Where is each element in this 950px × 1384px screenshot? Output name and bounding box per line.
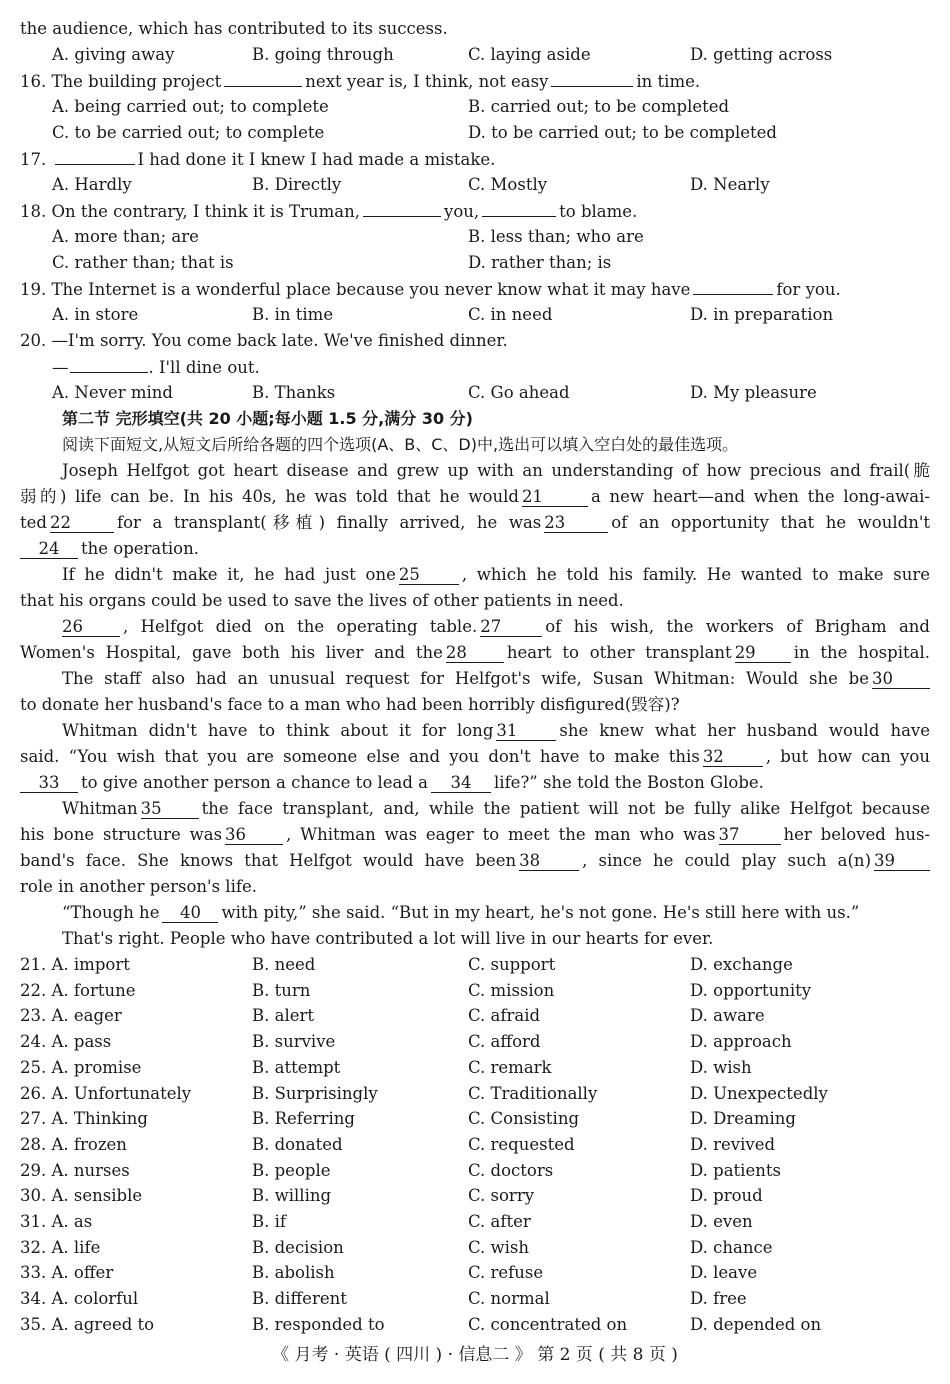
passage-text: her beloved hus- [783,825,930,844]
option-b: B. attempt [252,1058,341,1077]
option-a: A. import [51,955,130,974]
passage-text: to give another person a chance to lead a [81,773,429,792]
option-number: 35. [20,1315,47,1334]
option-c: C. doctors [468,1161,554,1180]
option-c: C. concentrated on [468,1315,628,1334]
section-instruction: 阅读下面短文,从短文后所给各题的四个选项(A、B、C、D)中,选出可以填入空白处的最佳选项。 [62,435,739,454]
passage-text: 弱的) life can be. In his 40s, he was told that he would [20,487,519,506]
option-b: B. donated [252,1135,343,1154]
cloze-option-row-21 [20,954,130,976]
option-d: D. depended on [690,1315,822,1334]
cloze-blank: 36 [225,826,283,845]
passage-line [62,616,930,638]
passage-line: that his organs could be used to save the lives of other patients in need. [20,591,624,610]
option-c: C. afford [468,1032,541,1051]
passage-text: , Whitman was eager to meet the man who was [286,825,716,844]
question-number: 16. [20,72,47,91]
passage-text: , Helfgot died on the operating table. [123,617,478,636]
passage-text: “Though he [62,903,160,922]
question-text: The Internet is a wonderful place because you never know what it may have [51,280,691,299]
option-d: D. opportunity [690,981,812,1000]
passage-line [20,538,930,560]
option-d: D. aware [690,1006,765,1025]
q18-option-c: C. rather than; that is [52,253,234,272]
option-b: B. Surprisingly [252,1084,378,1103]
cloze-blank: 32 [703,748,763,767]
option-number: 24. [20,1032,47,1051]
question-text: The building project [51,72,222,91]
option-a: A. fortune [51,981,136,1000]
cloze-option-row-28 [20,1134,127,1156]
option-number: 30. [20,1186,47,1205]
passage-text: , but how can you [765,747,930,766]
question-number: 17. [20,150,47,169]
q20-option-c: C. Go ahead [468,383,570,402]
option-b: B. turn [252,981,311,1000]
option-d: D. wish [690,1058,752,1077]
option-c: C. refuse [468,1263,544,1282]
passage-text: with pity,” she said. “But in my heart, he's not gone. He's still here with us.” [221,903,860,922]
q20-option-b: B. Thanks [252,383,336,402]
answer-blank [363,200,441,217]
option-d: D. Dreaming [690,1109,796,1128]
option-number: 27. [20,1109,47,1128]
option-a: A. offer [51,1263,114,1282]
question-text: On the contrary, I think it is Truman, [51,202,361,221]
cloze-blank: 29 [735,644,791,663]
passage-line [20,512,930,534]
option-b: B. different [252,1289,347,1308]
passage-line [62,720,930,742]
option-b: B. people [252,1161,331,1180]
cloze-option-row-29 [20,1160,130,1182]
option-d: D. free [690,1289,747,1308]
q17-option-a: A. Hardly [52,175,132,194]
q16-option-c: C. to be carried out; to complete [52,123,325,142]
question-17 [20,148,930,171]
cloze-blank: 31 [496,722,556,741]
q15-option-d: D. getting across [690,45,833,64]
question-text: I had done it I knew I had made a mistake. [137,150,496,169]
passage-line [20,486,930,508]
passage-line: role in another person's life. [20,877,257,896]
cloze-blank: 24 [20,540,78,559]
cloze-option-row-33 [20,1262,113,1284]
cloze-option-row-22 [20,980,135,1002]
question-text: for you. [776,280,841,299]
cloze-option-row-24 [20,1031,111,1053]
passage-line [20,746,930,768]
option-a: A. frozen [51,1135,127,1154]
passage-text: Whitman didn't have to think about it for long [62,721,494,740]
cloze-option-row-26 [20,1083,191,1105]
option-b: B. if [252,1212,286,1231]
cloze-blank: 25 [399,566,459,585]
passage-text: Women's Hospital, gave both his liver and the [20,643,443,662]
option-number: 34. [20,1289,47,1308]
option-a: A. pass [51,1032,112,1051]
option-a: A. Unfortunately [51,1084,192,1103]
passage-text: ted [20,513,47,532]
option-a: A. sensible [51,1186,143,1205]
option-number: 32. [20,1238,47,1257]
option-b: B. decision [252,1238,344,1257]
question-text: . I'll dine out. [148,358,260,377]
question-20 [20,330,930,352]
cloze-blank: 30 [872,670,930,689]
cloze-blank: 38 [519,852,579,871]
option-number: 21. [20,955,47,974]
option-c: C. sorry [468,1186,535,1205]
cloze-option-row-31 [20,1211,92,1233]
page-footer: 《 月考 · 英语 ( 四川 ) · 信息二 》 第 2 页 ( 共 8 页 ) [272,1345,678,1365]
cloze-blank: 26 [62,618,120,637]
option-c: C. normal [468,1289,550,1308]
option-b: B. willing [252,1186,332,1205]
option-number: 22. [20,981,47,1000]
passage-text: band's face. She knows that Helfgot would have been [20,851,517,870]
cloze-blank: 28 [446,644,504,663]
answer-blank [482,200,556,217]
question-text: next year is, I think, not easy [305,72,549,91]
q20-option-d: D. My pleasure [690,383,817,402]
option-d: D. chance [690,1238,773,1257]
passage-line [20,642,930,664]
passage-text: she knew what her husband would have [559,721,930,740]
dialog-dash: — [52,358,69,377]
question-text: to blame. [559,202,638,221]
passage-text: his bone structure was [20,825,223,844]
answer-blank [551,70,633,87]
cloze-blank: 37 [719,826,781,845]
q17-option-d: D. Nearly [690,175,770,194]
passage-text: If he didn't make it, he had just one [62,565,396,584]
cloze-blank: 35 [141,800,199,819]
passage-text: The staff also had an unusual request for Helfgot's wife, Susan Whitman: Would she be [62,669,869,688]
option-b: B. alert [252,1006,315,1025]
cloze-blank: 40 [162,904,218,923]
passage-line [62,564,930,586]
passage-line: Joseph Helfgot got heart disease and grew up with an understanding of how precious and frail(脆 [62,461,930,480]
passage-text: , since he could play such a(n) [582,851,871,870]
option-b: B. Referring [252,1109,355,1128]
q17-option-c: C. Mostly [468,175,548,194]
continuation-line: the audience, which has contributed to its success. [20,19,448,38]
option-number: 26. [20,1084,47,1103]
option-number: 31. [20,1212,47,1231]
question-20-reply [52,356,260,379]
cloze-blank: 34 [431,774,491,793]
q16-option-b: B. carried out; to be completed [468,97,730,116]
passage-text: of an opportunity that he wouldn't [611,513,930,532]
option-b: B. abolish [252,1263,335,1282]
passage-line [20,772,930,794]
option-a: A. agreed to [51,1315,155,1334]
cloze-blank: 22 [50,514,114,533]
cloze-option-row-34 [20,1288,138,1310]
cloze-option-row-35 [20,1314,154,1336]
section-heading: 第二节 完形填空(共 20 小题;每小题 1.5 分,满分 30 分) [62,409,473,428]
question-text: —I'm sorry. You come back late. We've finished dinner. [51,331,508,350]
answer-blank [693,278,773,295]
passage-line [62,668,930,690]
cloze-option-row-27 [20,1108,148,1130]
option-a: A. colorful [51,1289,139,1308]
passage-line [62,798,930,820]
cloze-blank: 39 [874,852,930,871]
option-a: A. as [51,1212,93,1231]
question-number: 18. [20,202,47,221]
option-c: C. Consisting [468,1109,580,1128]
passage-text: said. “You wish that you are someone else and you don't have to make this [20,747,700,766]
q19-option-b: B. in time [252,305,334,324]
passage-text: for a transplant(移植) finally arrived, he was [116,513,542,532]
q16-option-d: D. to be carried out; to be completed [468,123,777,142]
option-number: 25. [20,1058,47,1077]
cloze-blank: 23 [544,514,608,533]
option-d: D. revived [690,1135,776,1154]
question-number: 19. [20,280,47,299]
option-d: D. leave [690,1263,758,1282]
option-c: C. mission [468,981,555,1000]
passage-line: That's right. People who have contributed a lot will live in our hearts for ever. [62,929,714,948]
option-c: C. support [468,955,556,974]
passage-text: in the hospital. [793,643,930,662]
question-number: 20. [20,331,47,350]
q19-option-d: D. in preparation [690,305,834,324]
q15-option-a: A. giving away [52,45,175,64]
q15-option-c: C. laying aside [468,45,591,64]
option-c: C. Traditionally [468,1084,598,1103]
question-16 [20,70,930,93]
q18-option-b: B. less than; who are [468,227,644,246]
passage-text: life?” she told the Boston Globe. [494,773,764,792]
option-a: A. nurses [51,1161,130,1180]
passage-text: , which he told his family. He wanted to make sure [461,565,931,584]
q18-option-d: D. rather than; is [468,253,612,272]
option-b: B. need [252,955,316,974]
option-number: 28. [20,1135,47,1154]
option-d: D. approach [690,1032,792,1051]
cloze-blank: 21 [522,488,588,507]
passage-text: of his wish, the workers of Brigham and [545,617,930,636]
option-d: D. proud [690,1186,763,1205]
passage-text: the operation. [81,539,199,558]
option-d: D. patients [690,1161,781,1180]
q17-option-b: B. Directly [252,175,342,194]
question-text: you, [444,202,480,221]
option-b: B. responded to [252,1315,385,1334]
option-a: A. promise [51,1058,142,1077]
option-d: D. Unexpectedly [690,1084,828,1103]
cloze-option-row-25 [20,1057,141,1079]
option-c: C. requested [468,1135,575,1154]
question-text: in time. [636,72,701,91]
cloze-option-row-32 [20,1237,100,1259]
option-number: 33. [20,1263,47,1282]
q20-option-a: A. Never mind [52,383,173,402]
passage-line [62,902,930,924]
option-a: A. eager [51,1006,122,1025]
q18-option-a: A. more than; are [52,227,199,246]
option-a: A. life [51,1238,101,1257]
option-c: C. wish [468,1238,530,1257]
option-d: D. exchange [690,955,793,974]
q15-option-b: B. going through [252,45,394,64]
cloze-option-row-30 [20,1185,142,1207]
answer-blank [70,356,148,373]
passage-line [20,850,930,872]
question-18 [20,200,930,223]
option-number: 23. [20,1006,47,1025]
option-d: D. even [690,1212,753,1231]
passage-line [20,824,930,846]
cloze-blank: 27 [480,618,542,637]
cloze-blank: 33 [20,774,78,793]
option-c: C. after [468,1212,531,1231]
passage-text: the face transplant, and, while the patient will not be fully alike Helfgot because [201,799,930,818]
option-b: B. survive [252,1032,336,1051]
option-number: 29. [20,1161,47,1180]
q19-option-c: C. in need [468,305,553,324]
question-19 [20,278,930,301]
answer-blank [55,148,135,165]
q19-option-a: A. in store [52,305,139,324]
q16-option-a: A. being carried out; to complete [52,97,329,116]
option-c: C. remark [468,1058,552,1077]
passage-text: a new heart—and when the long-awai- [590,487,930,506]
option-a: A. Thinking [51,1109,148,1128]
answer-blank [224,70,302,87]
passage-text: Whitman [62,799,138,818]
option-c: C. afraid [468,1006,541,1025]
cloze-option-row-23 [20,1005,122,1027]
passage-line: to donate her husband's face to a man who had been horribly disfigured(毁容)? [20,695,680,714]
passage-text: heart to other transplant [506,643,732,662]
